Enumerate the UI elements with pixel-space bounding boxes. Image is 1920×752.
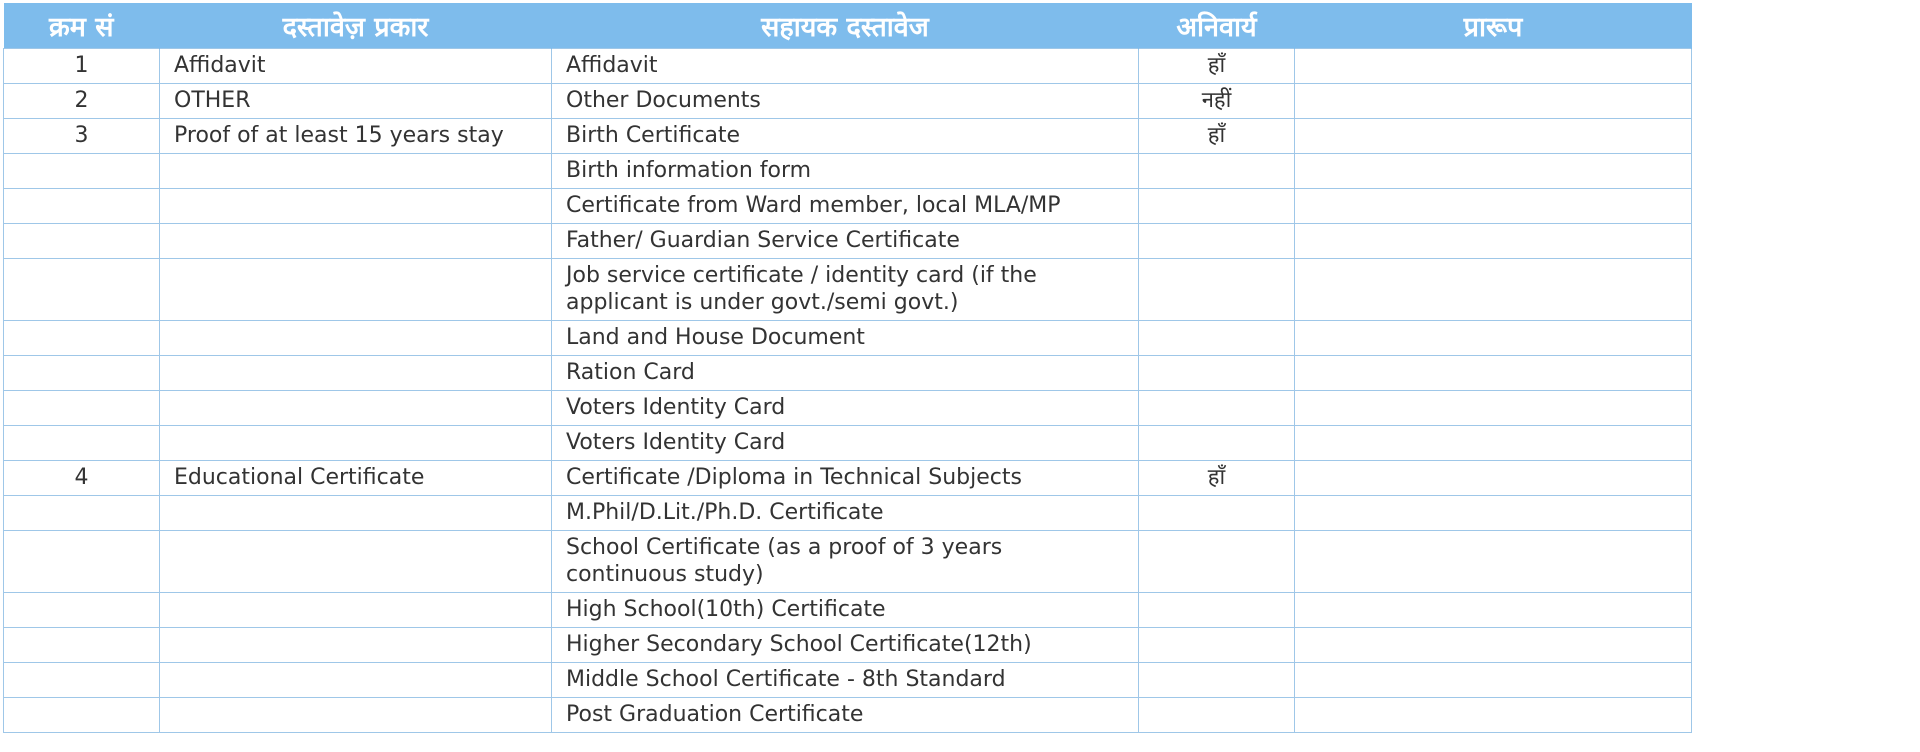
- cell-supporting-document: Post Graduation Certificate: [552, 698, 1139, 733]
- header-mandatory: अनिवार्य: [1139, 3, 1295, 49]
- cell-mandatory: [1139, 593, 1295, 628]
- table-row: [4, 461, 1692, 496]
- cell-document-type: [160, 391, 552, 426]
- cell-mandatory: [1139, 356, 1295, 391]
- cell-format: [1295, 321, 1692, 356]
- table-row: [4, 426, 1692, 461]
- cell-supporting-document: Land and House Document: [552, 321, 1139, 356]
- cell-supporting-document: Higher Secondary School Certificate(12th): [552, 628, 1139, 663]
- cell-format: [1295, 189, 1692, 224]
- header-format: प्रारूप: [1295, 3, 1692, 49]
- cell-supporting-document: Job service certificate / identity card (if the applicant is under govt./semi govt.): [552, 259, 1139, 321]
- cell-supporting-document: Certificate from Ward member, local MLA/MP: [552, 189, 1139, 224]
- cell-format: [1295, 356, 1692, 391]
- cell-format: [1295, 628, 1692, 663]
- cell-format: [1295, 84, 1692, 119]
- cell-format: [1295, 593, 1692, 628]
- cell-format: [1295, 663, 1692, 698]
- cell-serial: [4, 496, 160, 531]
- cell-format: [1295, 259, 1692, 321]
- header-supporting-document: सहायक दस्तावेज: [552, 3, 1139, 49]
- table-row: [4, 531, 1692, 593]
- cell-mandatory: नहीं: [1139, 84, 1295, 119]
- table-row: [4, 189, 1692, 224]
- cell-mandatory: [1139, 628, 1295, 663]
- cell-mandatory: [1139, 154, 1295, 189]
- cell-serial: [4, 531, 160, 593]
- table-row: [4, 154, 1692, 189]
- cell-mandatory: हाँ: [1139, 49, 1295, 84]
- cell-document-type: Proof of at least 15 years stay: [160, 119, 552, 154]
- cell-serial: 1: [4, 49, 160, 84]
- cell-document-type: [160, 154, 552, 189]
- table-row: [4, 698, 1692, 733]
- cell-document-type: [160, 531, 552, 593]
- table-row: [4, 356, 1692, 391]
- cell-document-type: [160, 593, 552, 628]
- cell-document-type: Educational Certificate: [160, 461, 552, 496]
- cell-document-type: [160, 189, 552, 224]
- cell-supporting-document: Ration Card: [552, 356, 1139, 391]
- cell-mandatory: [1139, 189, 1295, 224]
- cell-format: [1295, 119, 1692, 154]
- cell-serial: [4, 189, 160, 224]
- cell-serial: 4: [4, 461, 160, 496]
- cell-mandatory: [1139, 698, 1295, 733]
- table-row: [4, 663, 1692, 698]
- table-row: [4, 391, 1692, 426]
- cell-supporting-document: High School(10th) Certificate: [552, 593, 1139, 628]
- cell-document-type: Affidavit: [160, 49, 552, 84]
- cell-supporting-document: Other Documents: [552, 84, 1139, 119]
- cell-serial: [4, 593, 160, 628]
- cell-format: [1295, 461, 1692, 496]
- cell-format: [1295, 426, 1692, 461]
- document-table: [3, 3, 1692, 733]
- table-row: [4, 224, 1692, 259]
- table-row: [4, 49, 1692, 84]
- cell-format: [1295, 154, 1692, 189]
- cell-supporting-document: Birth information form: [552, 154, 1139, 189]
- cell-serial: [4, 154, 160, 189]
- cell-serial: [4, 321, 160, 356]
- header-serial: क्रम सं: [4, 3, 160, 49]
- cell-supporting-document: School Certificate (as a proof of 3 years continuous study): [552, 531, 1139, 593]
- cell-supporting-document: M.Phil/D.Lit./Ph.D. Certificate: [552, 496, 1139, 531]
- cell-document-type: [160, 698, 552, 733]
- cell-document-type: [160, 224, 552, 259]
- cell-mandatory: हाँ: [1139, 119, 1295, 154]
- cell-document-type: OTHER: [160, 84, 552, 119]
- cell-document-type: [160, 356, 552, 391]
- cell-supporting-document: Father/ Guardian Service Certificate: [552, 224, 1139, 259]
- cell-supporting-document: Affidavit: [552, 49, 1139, 84]
- cell-serial: [4, 259, 160, 321]
- table-body: [4, 49, 1692, 733]
- cell-serial: [4, 391, 160, 426]
- cell-mandatory: [1139, 426, 1295, 461]
- cell-serial: 3: [4, 119, 160, 154]
- cell-format: [1295, 391, 1692, 426]
- table-row: [4, 84, 1692, 119]
- cell-serial: [4, 663, 160, 698]
- cell-serial: [4, 698, 160, 733]
- table-row: [4, 593, 1692, 628]
- cell-serial: [4, 356, 160, 391]
- cell-serial: [4, 628, 160, 663]
- cell-document-type: [160, 496, 552, 531]
- cell-serial: [4, 224, 160, 259]
- cell-format: [1295, 49, 1692, 84]
- table-row: [4, 496, 1692, 531]
- cell-serial: [4, 426, 160, 461]
- cell-supporting-document: Voters Identity Card: [552, 426, 1139, 461]
- cell-mandatory: [1139, 663, 1295, 698]
- cell-mandatory: [1139, 321, 1295, 356]
- cell-document-type: [160, 663, 552, 698]
- cell-supporting-document: Birth Certificate: [552, 119, 1139, 154]
- cell-document-type: [160, 259, 552, 321]
- table-row: [4, 119, 1692, 154]
- cell-supporting-document: Voters Identity Card: [552, 391, 1139, 426]
- cell-mandatory: हाँ: [1139, 461, 1295, 496]
- document-list-container: [3, 3, 1691, 733]
- table-row: [4, 628, 1692, 663]
- cell-mandatory: [1139, 496, 1295, 531]
- table-row: [4, 321, 1692, 356]
- cell-serial: 2: [4, 84, 160, 119]
- cell-supporting-document: Middle School Certificate - 8th Standard: [552, 663, 1139, 698]
- header-document-type: दस्तावेज़ प्रकार: [160, 3, 552, 49]
- cell-mandatory: [1139, 224, 1295, 259]
- cell-supporting-document: Certificate /Diploma in Technical Subjects: [552, 461, 1139, 496]
- cell-document-type: [160, 628, 552, 663]
- cell-format: [1295, 224, 1692, 259]
- cell-format: [1295, 531, 1692, 593]
- table-row: [4, 259, 1692, 321]
- cell-mandatory: [1139, 391, 1295, 426]
- cell-document-type: [160, 426, 552, 461]
- cell-format: [1295, 496, 1692, 531]
- cell-format: [1295, 698, 1692, 733]
- table-header: [4, 3, 1692, 49]
- cell-mandatory: [1139, 259, 1295, 321]
- header-row: [4, 3, 1692, 49]
- cell-mandatory: [1139, 531, 1295, 593]
- cell-document-type: [160, 321, 552, 356]
